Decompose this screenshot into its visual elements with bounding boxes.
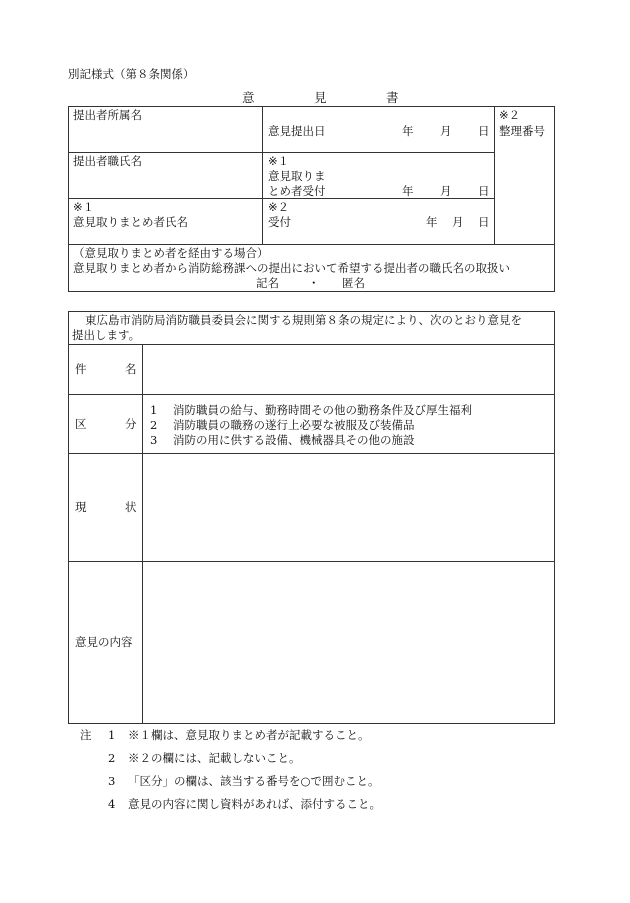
status-label-char-2: 状	[125, 500, 137, 514]
affiliation-label: 提出者所属名	[73, 108, 142, 122]
category-option-text: 消防職員の給与、勤務時間その他の勤務条件及び厚生福利	[173, 403, 472, 417]
title-char-1: 意	[242, 90, 255, 105]
ref-number-label: 整理番号	[499, 124, 545, 138]
note-text: 「区分」の欄は、該当する番号を○で囲むこと。	[128, 774, 380, 788]
submission-date-day: 日	[478, 124, 490, 138]
coordinator-name-mark: ※１	[73, 200, 95, 214]
coordinator-receipt-year: 年	[402, 184, 414, 198]
option-named[interactable]: 記名	[256, 276, 279, 290]
category-label-char-1: 区	[75, 417, 87, 431]
category-option-number[interactable]: 3	[150, 433, 158, 447]
form-label: 別記様式（第８条関係）	[68, 67, 195, 81]
note-number: 4	[108, 797, 116, 811]
title-char-2: 見	[314, 90, 327, 105]
note-text: 意見の内容に関し資料があれば、添付すること。	[128, 797, 381, 811]
coordinator-receipt-day: 日	[478, 184, 490, 198]
coordinator-receipt-label-2: とめ者受付	[268, 184, 326, 198]
ref-number-mark: ※２	[499, 108, 521, 122]
via-coordinator-note: （意見取りまとめ者を経由する場合）	[73, 246, 269, 260]
subject-label-char-1: 件	[75, 362, 87, 376]
name-handling-label: 意見取りまとめ者から消防総務課への提出において希望する提出者の職氏名の取扱い	[73, 261, 510, 275]
subject-field[interactable]	[143, 345, 554, 393]
status-field[interactable]	[143, 454, 554, 560]
coordinator-receipt-label-1: 意見取りま	[268, 169, 326, 183]
option-separator: ・	[308, 276, 320, 290]
note-number: 3	[108, 774, 116, 788]
title-char-3: 書	[386, 90, 399, 105]
coordinator-receipt-mark: ※１	[268, 154, 290, 168]
coordinator-name-label: 意見取りまとめ者氏名	[73, 215, 188, 229]
receipt-day: 日	[478, 215, 490, 229]
note-number: 1	[108, 728, 116, 742]
receipt-month: 月	[452, 215, 464, 229]
category-option-text: 消防職員の職務の遂行上必要な被服及び装備品	[173, 418, 415, 432]
note-text: ※２の欄には、記載しないこと。	[128, 751, 301, 765]
receipt-mark: ※２	[268, 200, 290, 214]
submission-date-month: 月	[440, 124, 452, 138]
status-label-char-1: 現	[75, 500, 87, 514]
subject-label-char-2: 名	[125, 362, 137, 376]
category-option-text: 消防の用に供する設備、機械器具その他の施設	[173, 433, 415, 447]
notes-prefix: 注	[80, 728, 92, 742]
submission-date-label: 意見提出日	[268, 124, 326, 138]
submission-date-year: 年	[402, 124, 414, 138]
category-option-number[interactable]: 1	[150, 403, 158, 417]
name-label: 提出者職氏名	[73, 154, 142, 168]
intro-text-line-1: 東広島市消防局消防職員委員会に関する規則第８条の規定により、次のとおり意見を	[85, 313, 522, 327]
coordinator-receipt-month: 月	[440, 184, 452, 198]
note-text: ※１欄は、意見取りまとめ者が記載すること。	[128, 728, 370, 742]
category-option-number[interactable]: 2	[150, 418, 158, 432]
note-number: 2	[108, 751, 116, 765]
intro-text-line-2: 提出します。	[72, 328, 141, 342]
option-anonymous[interactable]: 匿名	[342, 276, 365, 290]
opinion-label: 意見の内容	[75, 635, 133, 649]
category-label-char-2: 分	[125, 417, 137, 431]
opinion-field[interactable]	[143, 562, 554, 723]
receipt-label: 受付	[268, 215, 291, 229]
receipt-year: 年	[426, 215, 438, 229]
